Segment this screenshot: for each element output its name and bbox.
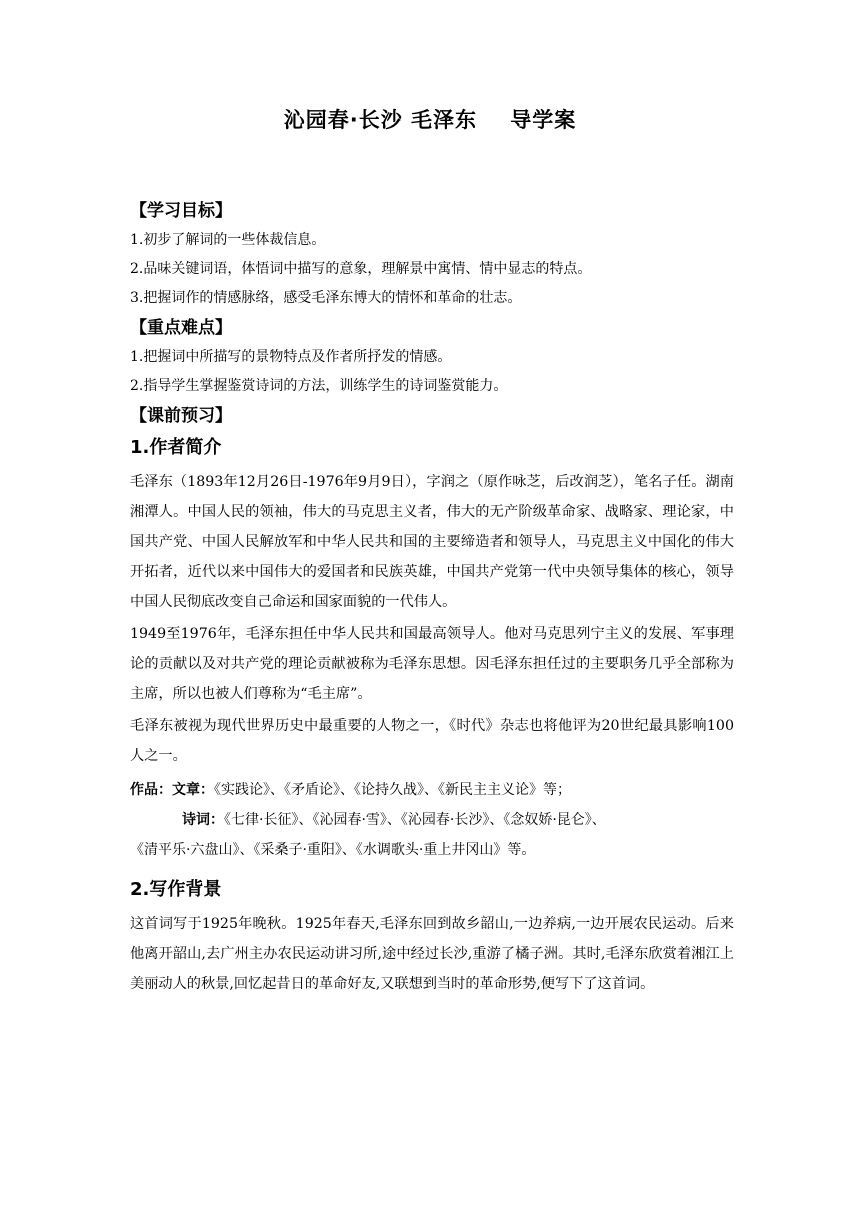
key-point-item: 1.把握词中所描写的景物特点及作者所抒发的情感。 — [130, 349, 452, 365]
poems-list-2: 《清平乐·六盘山》、《采桑子·重阳》、《水调歌头·重上井冈山》等。 — [130, 842, 536, 858]
section-heading-preview: 【课前预习】 — [130, 406, 232, 426]
key-point-item: 2.指导学生掌握鉴赏诗词的方法，训练学生的诗词鉴赏能力。 — [130, 378, 508, 394]
objective-item: 1.初步了解词的一些体裁信息。 — [130, 232, 326, 248]
document-body — [130, 196, 734, 999]
author-paragraph: 1949至1976年，毛泽东担任中华人民共和国最高领导人。他对马克思列宁主义的发展、军事理论的贡献以及对共产党的理论贡献被称为毛泽东思想。因毛泽东担任过的主要职务几乎全部称为主席，所以也被人们尊称为“毛主席”。 — [130, 626, 734, 702]
objective-item: 2.品味关键词语，体悟词中描写的意象，理解景中寓情、情中显志的特点。 — [130, 261, 592, 277]
background-paragraph: 这首词写于1925年晚秋。1925年春天,毛泽东回到故乡韶山,一边养病,一边开展农民运动。后来他离开韶山,去广州主办农民运动讲习所,途中经过长沙,重游了橘子洲。其时,毛泽东欣赏着湘江上美丽动人的秋景,回忆起昔日的革命好友,又联想到当时的革命形势,便写下了这首词。 — [130, 916, 734, 992]
subsection-heading-author: 1.作者简介 — [130, 437, 222, 458]
section-heading-key-points: 【重点难点】 — [130, 318, 232, 338]
works-label: 作品： — [130, 782, 172, 798]
objective-item: 3.把握词作的情感脉络，感受毛泽东博大的情怀和革命的壮志。 — [130, 290, 522, 306]
articles-label: 文章： — [172, 782, 214, 798]
poems-label: 诗词： — [182, 812, 224, 828]
document-title: 沁园春·长沙 毛泽东 导学案 — [283, 108, 577, 132]
subsection-heading-background: 2.写作背景 — [130, 879, 222, 900]
author-paragraph: 毛泽东（1893年12月26日-1976年9月9日），字润之（原作咏芝，后改润芝），笔名子任。湖南湘潭人。中国人民的领袖，伟大的马克思主义者，伟大的无产阶级革命家、战略家、理论家，中国共产党、中国人民解放军和中华人民共和国的主要缔造者和领导人，马克思主义中国化的伟大开拓者，近代以来中国伟大的爱国者和民族英雄，中国共产党第一代中央领导集体的核心，领导中国人民彻底改变自己命运和国家面貌的一代伟人。 — [130, 474, 734, 610]
works-articles-line — [130, 775, 734, 805]
works-poems-line — [130, 805, 734, 835]
section-heading-objectives: 【学习目标】 — [130, 201, 232, 221]
articles-list: 《实践论》、《矛盾论》、《论持久战》、《新民主主义论》等； — [214, 782, 571, 798]
author-paragraph: 毛泽东被视为现代世界历史中最重要的人物之一，《时代》杂志也将他评为20世纪最具影响100人之一。 — [130, 718, 734, 764]
poems-list-1: 《七律·长征》、《沁园春·雪》、《沁园春·长沙》、《念奴娇·昆仑》、 — [224, 812, 606, 828]
